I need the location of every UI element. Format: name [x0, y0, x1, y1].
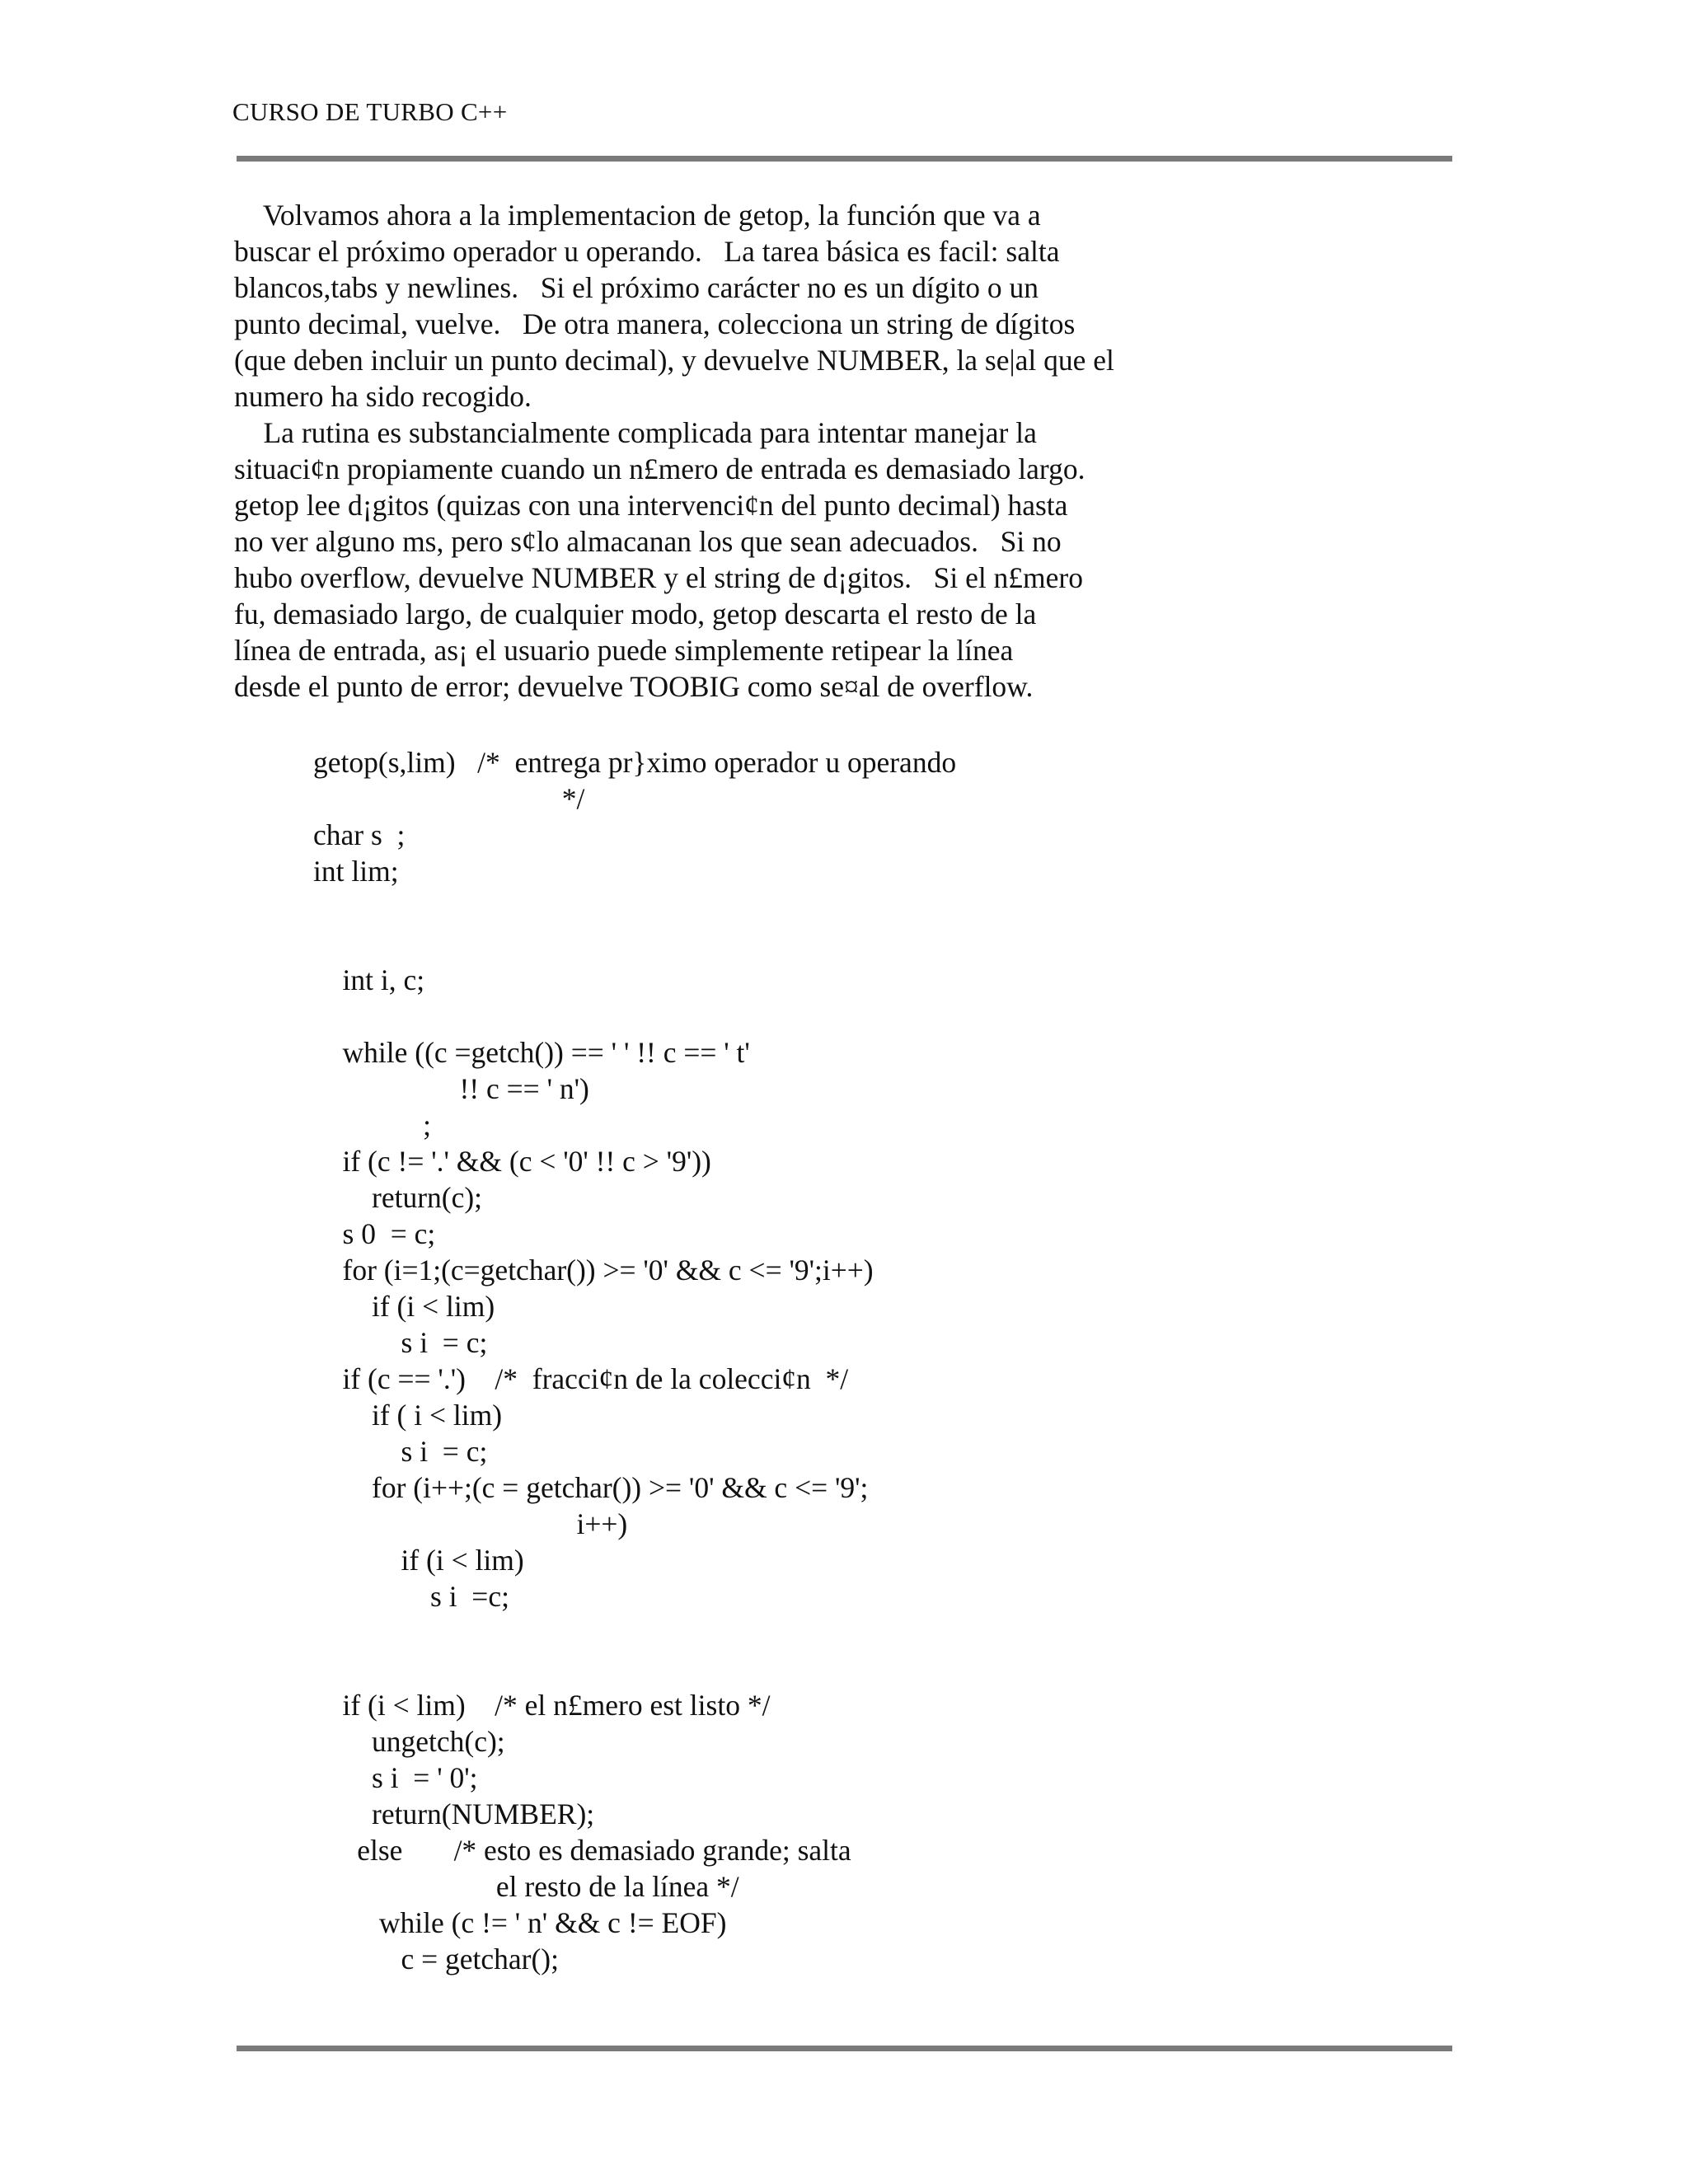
- code-line: else /* esto es demasiado grande; salta: [313, 1834, 851, 1867]
- text-line: (que deben incluir un punto decimal), y devuelve NUMBER, la se|al que el: [234, 344, 1114, 377]
- code-line: c = getchar();: [313, 1943, 559, 1975]
- text-line: situaci¢n propiamente cuando un n£mero de entrada es demasiado largo.: [234, 452, 1085, 485]
- code-line: !! c == ' n'): [313, 1072, 589, 1105]
- text-line: hubo overflow, devuelve NUMBER y el string de d¡gitos. Si el n£mero: [234, 561, 1084, 594]
- code-line: ;: [313, 1108, 431, 1141]
- paragraph-getop-intro: [234, 197, 1240, 415]
- code-line: while ((c =getch()) == ' ' !! c == ' t': [313, 1036, 750, 1069]
- code-line: return(c);: [313, 1181, 483, 1214]
- code-line: [313, 889, 956, 926]
- code-listing-getop: [313, 744, 956, 1977]
- code-line: if (i < lim): [313, 1290, 495, 1323]
- code-line: return(NUMBER);: [313, 1797, 595, 1830]
- text-line: Volvamos ahora a la implementacion de getop, la función que va a: [234, 199, 1041, 232]
- code-line: if ( i < lim): [313, 1399, 503, 1432]
- code-line: [313, 926, 956, 962]
- code-line: for (i=1;(c=getchar()) >= '0' && c <= '9';i++): [313, 1254, 874, 1286]
- code-line: s i =c;: [313, 1580, 509, 1613]
- text-line: fu, demasiado largo, de cualquier modo, getop descarta el resto de la: [234, 598, 1037, 630]
- footer-rule: [237, 2046, 1452, 2051]
- code-line: s i = c;: [313, 1435, 488, 1468]
- text-line: blancos,tabs y newlines. Si el próximo carácter no es un dígito o un: [234, 271, 1039, 304]
- code-line: [313, 1651, 956, 1687]
- code-line: s i = ' 0';: [313, 1761, 478, 1794]
- text-line: numero ha sido recogido.: [234, 380, 532, 413]
- code-line: [313, 998, 956, 1034]
- code-line: el resto de la línea */: [313, 1870, 739, 1903]
- code-line: while (c != ' n' && c != EOF): [313, 1906, 727, 1939]
- code-line: if (i < lim) /* el n£mero est listo */: [313, 1689, 771, 1722]
- code-line: int lim;: [313, 855, 399, 888]
- code-line: ungetch(c);: [313, 1725, 505, 1758]
- running-header: CURSO DE TURBO C++: [232, 97, 508, 126]
- code-line: [313, 1615, 956, 1651]
- header-rule: [237, 156, 1452, 162]
- text-line: La rutina es substancialmente complicada para intentar manejar la: [234, 416, 1037, 449]
- code-line: i++): [313, 1507, 628, 1540]
- text-line: no ver alguno ms, pero s¢lo almacanan los que sean adecuados. Si no: [234, 525, 1062, 558]
- text-line: desde el punto de error; devuelve TOOBIG como se¤al de overflow.: [234, 670, 1034, 703]
- paragraph-getop-overflow: [234, 415, 1240, 705]
- text-line: punto decimal, vuelve. De otra manera, colecciona un string de dígitos: [234, 307, 1076, 340]
- code-line: char s ;: [313, 818, 406, 851]
- code-line: s 0 = c;: [313, 1217, 436, 1250]
- code-line: */: [313, 782, 585, 815]
- code-line: if (c != '.' && (c < '0' !! c > '9')): [313, 1145, 711, 1178]
- code-line: int i, c;: [313, 963, 425, 996]
- code-line: s i = c;: [313, 1326, 488, 1359]
- text-line: línea de entrada, as¡ el usuario puede simplemente retipear la línea: [234, 634, 1014, 667]
- code-line: getop(s,lim) /* entrega pr}ximo operador u operando: [313, 746, 957, 779]
- text-line: buscar el próximo operador u operando. La tarea básica es facil: salta: [234, 235, 1060, 268]
- code-line: if (i < lim): [313, 1544, 524, 1577]
- code-line: if (c == '.') /* fracci¢n de la colecci¢n */: [313, 1362, 849, 1395]
- code-line: for (i++;(c = getchar()) >= '0' && c <= '9';: [313, 1471, 869, 1504]
- text-line: getop lee d¡gitos (quizas con una intervenci¢n del punto decimal) hasta: [234, 489, 1068, 522]
